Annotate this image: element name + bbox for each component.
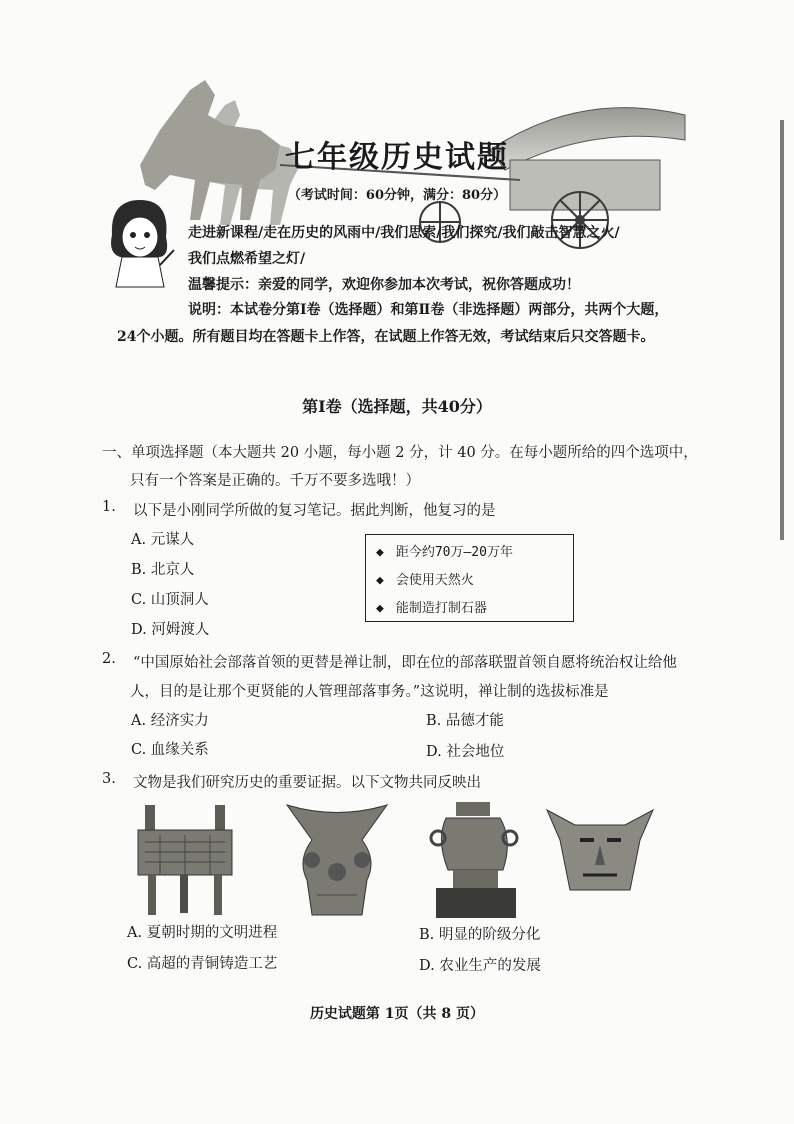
note-item: ◆ 距今约70万—20万年: [376, 545, 513, 560]
q2-option-a: A. 经济实力: [131, 713, 209, 729]
diamond-bullet-icon: ◆: [376, 573, 384, 588]
exam-time-score: （考试时间：60分钟，满分：80分）: [287, 188, 507, 203]
question-2-stem-line-1: “中国原始社会部落首领的更替是禅让制，即在位的部落联盟首领自愿将统治权让给他: [133, 655, 677, 671]
question-2-number: 2.: [102, 651, 116, 667]
intro-line-1: 走进新课程/走在历史的风雨中/我们思索/我们探究/我们敲击智慧之火/: [188, 225, 620, 241]
question-1-stem: 以下是小刚同学所做的复习笔记。据此判断，他复习的是: [133, 503, 496, 519]
q3-option-a: A. 夏朝时期的文明进程: [127, 925, 278, 941]
q2-option-c: C. 血缘关系: [131, 742, 209, 758]
bronze-lei-vessel-image: [428, 800, 523, 920]
diamond-bullet-icon: ◆: [376, 545, 384, 560]
note-item: ◆ 会使用天然火: [376, 573, 474, 588]
bronze-mask-image: [545, 800, 655, 900]
reminder-text: 温馨提示：亲爱的同学，欢迎你参加本次考试，祝你答题成功！: [188, 277, 580, 293]
note-item: ◆ 能制造打制石器: [376, 601, 487, 616]
q3-option-b: B. 明显的阶级分化: [419, 927, 541, 943]
diamond-bullet-icon: ◆: [376, 601, 384, 616]
q1-option-c: C. 山顶洞人: [131, 592, 209, 608]
q1-option-b: B. 北京人: [131, 562, 195, 578]
bronze-ding-cauldron-image: [130, 800, 240, 920]
q3-option-c: C. 高超的青铜铸造工艺: [127, 956, 278, 972]
section-title: 第Ⅰ卷（选择题，共40分）: [302, 397, 492, 416]
question-2-stem-line-2: 人，目的是让那个更贤能的人管理部落事务。”这说明，禅让制的选拔标准是: [130, 684, 609, 700]
review-notes-box: [365, 534, 574, 622]
question-3-stem: 文物是我们研究历史的重要证据。以下文物共同反映出: [133, 775, 481, 791]
exam-title: 七年级历史试题: [285, 140, 509, 175]
bronze-zun-vessel-image: [282, 800, 392, 920]
q1-option-a: A. 元谋人: [131, 532, 195, 548]
q2-option-b: B. 品德才能: [426, 713, 504, 729]
section-instruction-2: 只有一个答案是正确的。千万不要多选哦！）: [130, 473, 420, 489]
q3-option-d: D. 农业生产的发展: [419, 958, 541, 974]
question-3-number: 3.: [102, 771, 116, 787]
question-1-number: 1.: [102, 499, 116, 515]
q2-option-d: D. 社会地位: [426, 744, 505, 760]
instructions-line-2: 24个小题。所有题目均在答题卡上作答，在试题上作答无效，考试结束后只交答题卡。: [117, 329, 655, 345]
scan-edge-shadow: [780, 120, 784, 540]
page-footer: 历史试题第 1页（共 8 页）: [309, 1006, 485, 1022]
intro-line-2: 我们点燃希望之灯/: [188, 251, 306, 267]
section-instruction-1: 一、单项选择题（本大题共 20 小题，每小题 2 分，计 40 分。在每小题所给的四个选项中，: [102, 445, 698, 461]
cartoon-girl-illustration: [100, 195, 180, 290]
q1-option-d: D. 河姆渡人: [131, 622, 210, 638]
instructions-line-1: 说明：本试卷分第Ⅰ卷（选择题）和第Ⅱ卷（非选择题）两部分，共两个大题，: [188, 302, 669, 318]
